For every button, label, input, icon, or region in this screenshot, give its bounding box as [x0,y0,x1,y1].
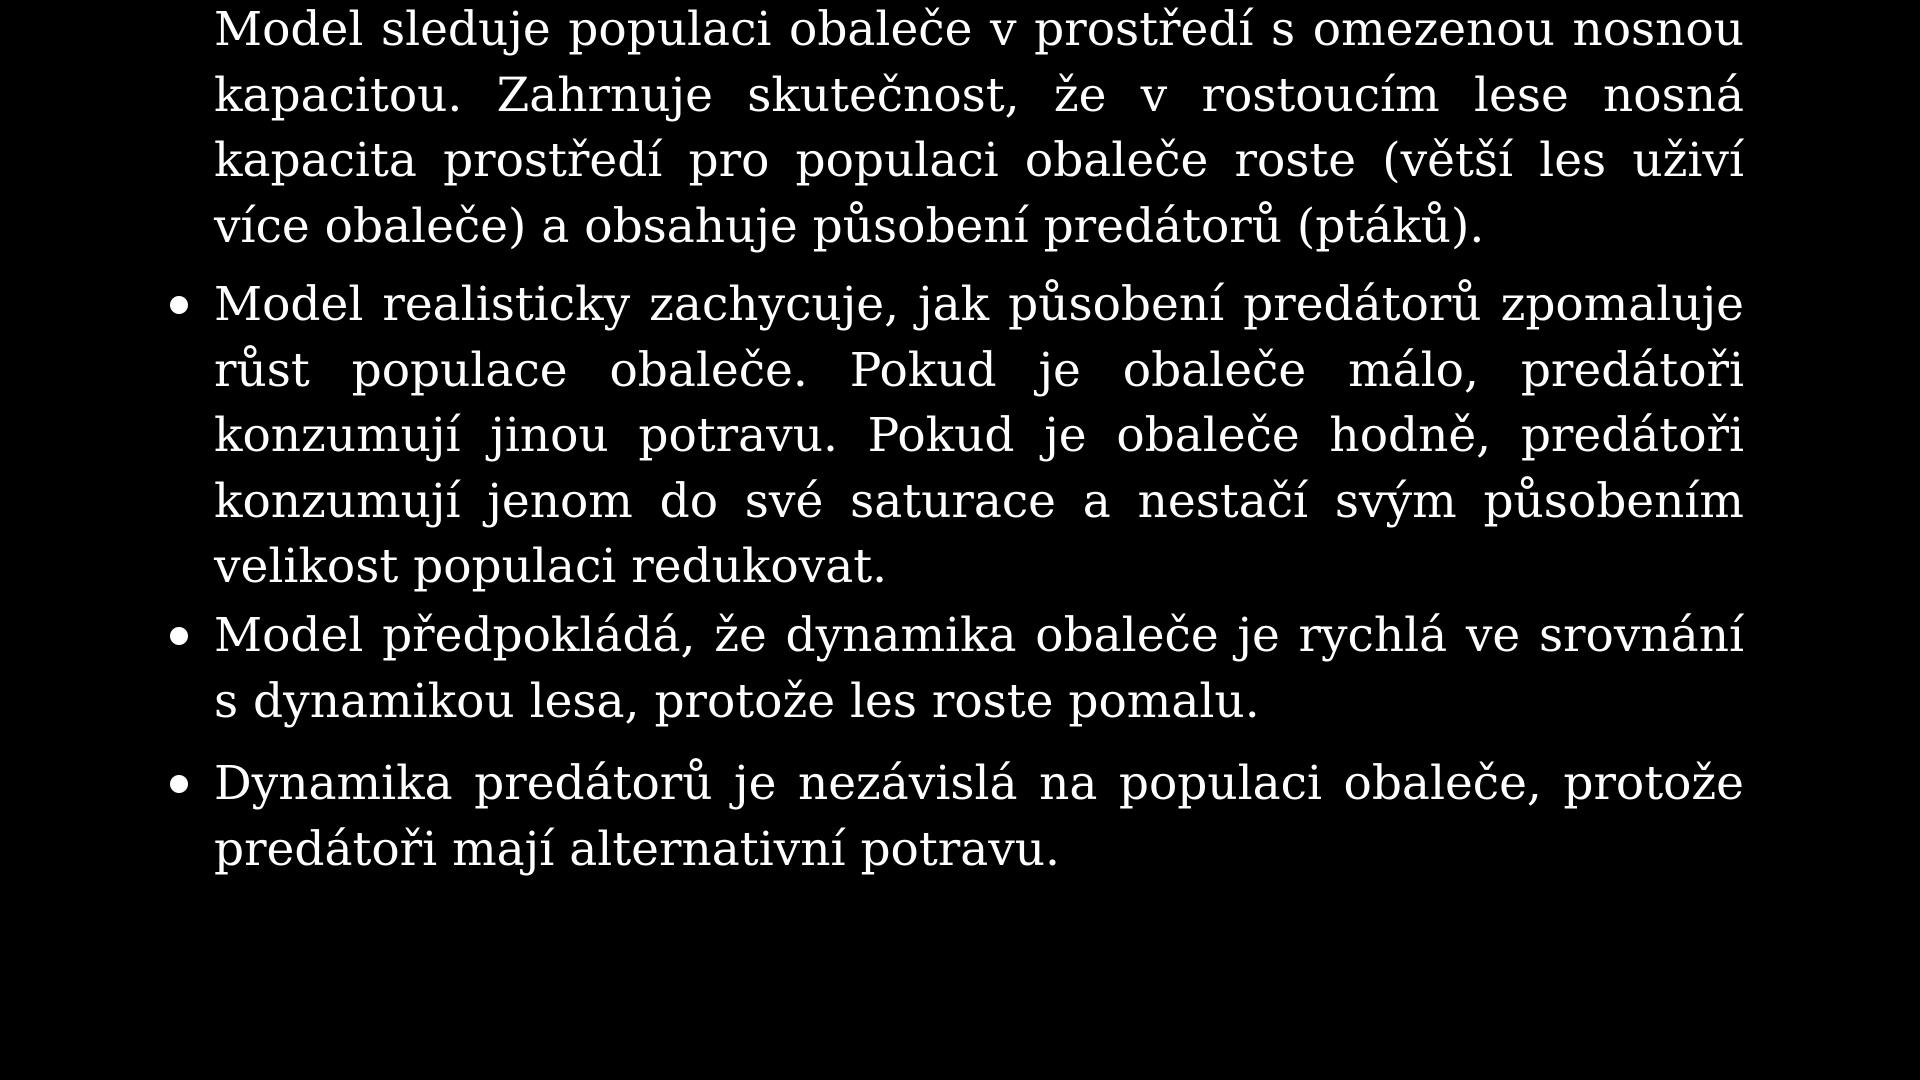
bullet-text: Model realisticky zachycuje, jak působení predátorů zpomaluje růst populace obaleče. Pokud je obaleče málo, predátoři konzumují jinou potravu. Pokud je obaleče hodně, predátoři konzumují jenom do své saturace a nestačí svým působením velikost populaci redukovat. [214,277,1744,594]
intro-paragraph-container [214,0,1744,259]
bullet-icon [170,296,188,314]
bullet-text: Dynamika predátorů je nezávislá na populaci obaleče, protože predátoři mají alternativní potravu. [214,756,1744,877]
bullet-icon [170,775,188,793]
bullet-text: Model předpokládá, že dynamika obaleče je rychlá ve srovnání s dynamikou lesa, protože les roste pomalu. [214,608,1744,729]
intro-paragraph: Model sleduje populaci obaleče v prostředí s omezenou nosnou kapacitou. Zahrnuje skutečnost, že v rostoucím lese nosná kapacita prostředí pro populaci obaleče roste (větší les uživí více obaleče) a obsahuje působení predátorů (ptáků). [214,2,1744,254]
bullet-icon [170,627,188,645]
